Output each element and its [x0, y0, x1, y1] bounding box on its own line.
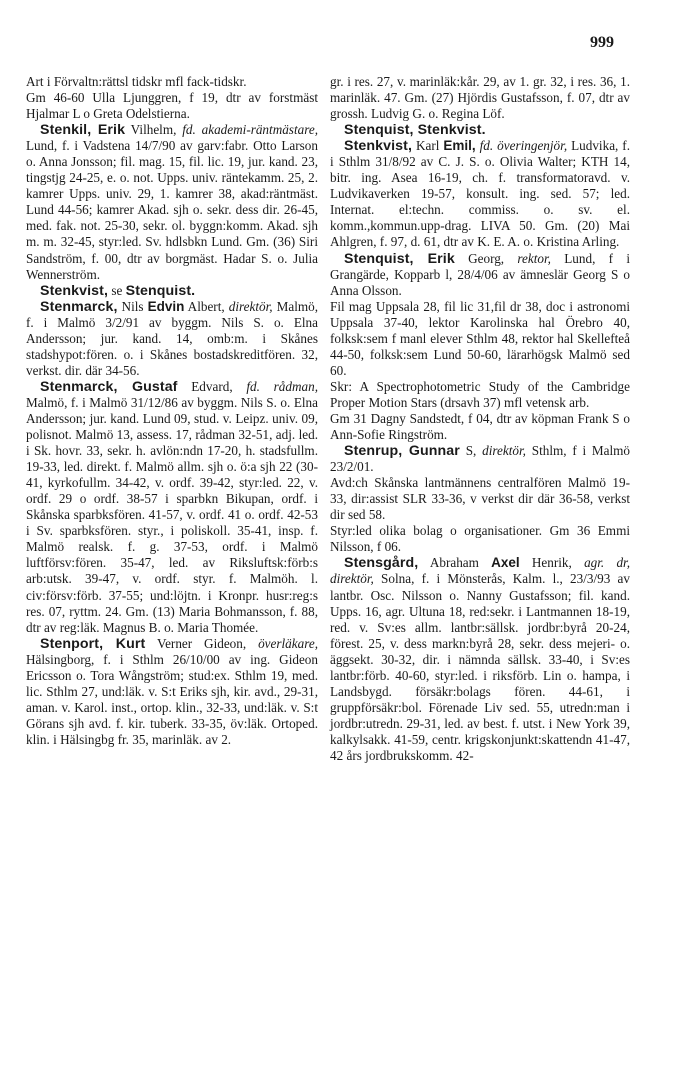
entry-stenmarck-gustaf: [26, 379, 318, 636]
entry-headword: Stenquist, Erik: [344, 250, 455, 267]
entry-given-names: Edvard,: [191, 378, 233, 394]
entry-stenport-kurt: [26, 636, 318, 748]
page-number: 999: [590, 34, 614, 51]
entry-headword: Stenport, Kurt: [40, 635, 146, 652]
entry-occupation: överläkare,: [258, 635, 318, 651]
entry-marriage: Styr:led olika bolag o organisationer. Gm 36 Emmi Nilsson, f 06.: [330, 523, 630, 555]
entry-given-names-after: Albert,: [187, 298, 225, 314]
entry-continuation: Art i Förvaltn:rättsl tidskr mfl fack-tidskr.: [26, 74, 247, 89]
right-column: [330, 74, 630, 764]
entry-occupation: fd. rådman,: [246, 378, 318, 394]
entry-cross-reference: Stenquist.: [125, 282, 196, 299]
entry-stenkvist-emil: [330, 138, 630, 250]
entry-stenkil-erik: [26, 122, 318, 282]
entry-call-name: Axel: [491, 555, 520, 571]
entry-occupation: agr. dr, direktör,: [330, 555, 631, 587]
entry-occupation: direktör,: [228, 298, 273, 314]
entry-body: Sthlm, f i Malmö 23/2/01.: [330, 443, 631, 475]
entry-call-name: Emil,: [443, 138, 476, 154]
entry-call-name: Edvin: [147, 298, 185, 314]
entry-headword: Stenquist, Stenkvist.: [344, 122, 486, 139]
entry-given-names: Abraham: [429, 555, 479, 571]
entry-body: Malmö, f. i Malmö 31/12/86 av byggm. Nils S. o. Elna Andersson; jur. kand. Lund 09, stud. v. Leipz. univ. 09, polisnot. Malmö 13, assess. 17, rådman 32-51, adj. led. i Sk. hovr. 33, sekr. h. avlön:ndn 17-20, h. stadsfullm. 19-33, led. direkt. f. Malmö allm. sjh o. ö:a sjh 22 (30-41, kyrkofullm. 34-42, v. ordf. 39-42, styr:led. 22, v. ordf. 29 o ordf. 38-57 i sparbkn Bikupan, ordf. i Skånska sparbksfören. 41-57, v. ordf. 41 o. ordf. 42-53 i Sv. sparbksfören. styr., i poliskoll. 35-41, insp. f. Malmö realsk. f. g. 37-53, ordf. i Malmö luftförsv:fören. 35-47, led. av Riksluftsk:förb:s arb:utsk. 39-47, v. ordf. styr. f. Malmöh. l. civ:försv:förb. 37-55; und:löjtn. i Kronpr. husr:reg:s res. 07, ryttm. 24. Gm. (13) Maria Bohmansson, f. 88, dtr av reg:läk. Magnus B. o. Maria Thomée.: [26, 394, 318, 635]
entry-continuation: Gm 46-60 Ulla Ljunggren, f 19, dtr av forstmäst Hjalmar L o Greta Odelstierna.: [26, 90, 318, 122]
entry-given-names: Vilhelm,: [130, 122, 177, 138]
entry-occupation: rektor,: [517, 250, 551, 266]
entry-given-names: Verner Gideon,: [157, 635, 247, 651]
entry-body: Lund, f. i Vadstena 14/7/90 av garv:fabr. Otto Larson o. Anna Jonsson; fil. mag. 15, fil. lic. 19, jur. kand. 23, tingstjg 24-25, e. o. not. Upps. univ. räntekamm. 25, 2. kamrer Upps. univ. 29, 1. kamrer 38, akad:räntmäst. Lund 44-56; kamrer Akad. sjh o. sekr. dess dir. 26-45, med. fak. not. 25-30, sekr. ol. byggn:komm. Akad. sjh m. m. 32-45, styr:led. Sv. hdlsbkn Lund. Gm. (36) Siri Sandström, f. 00, dtr av borgmäst. Hadar S. o. Julia Wennerström.: [26, 138, 318, 282]
entry-body: Solna, f. i Mönsterås, Kalm. l., 23/3/93 av lantbr. Osc. Nilsson o. Nanny Gustafsson; fil. kand. Upps. 16, agr. Ultuna 18, red:sekr. i Lantmannen 18-19, red. v. Sv:es allm. lantbr:sällsk. jordbr:byrå 20-24, förest. 25, v. dess markn:byrå 28, sekr. dess mejeri- o. äggsekt. 30-32, dir. i nämnda sällsk. 33-40, i Sv:es lantbr:förb. 40-60, styr:led. i riksförb. Lin o. hampa, i Landsbygd. försäkr:bolags fören. 44-61, i gruppförsäkr:bol. Förenade Liv sed. 55, utredn:man i jordbr:utredn. 29-31, led. av best. f. utst. i New York 39, kalkylsakk. 41-59, centr. krigskonjunkt:skattendn 41-47, 42 års jordbrukskomm. 42-: [330, 571, 630, 763]
entry-occupation: fd. överingenjör,: [479, 138, 568, 154]
entry-stensgard-axel: [330, 555, 630, 764]
entry-given-names: Karl: [416, 138, 440, 154]
entry-stenrup-gunnar: [330, 443, 630, 475]
entry-continuation: gr. i res. 27, v. marinläk:kår. 29, av 1. gr. 32, i res. 36, 1. marinläk. 47. Gm. (27) Hjördis Gustafsson, f. 07, dtr av grossh. Ludvig G. o. Regina Löf.: [330, 74, 630, 122]
entry-career: Avd:ch Skånska lantmännens centralfören Malmö 19-33, dir:assist SLR 33-36, v verkst dir där 36-58, verkst dir sed 58.: [330, 475, 630, 523]
entry-headword: Stenkvist,: [40, 282, 109, 299]
entry-headword: Stenrup, Gunnar: [344, 443, 460, 460]
left-column: [26, 74, 318, 748]
entry-headword: Stenkil, Erik: [40, 122, 126, 139]
entry-headword: Stenkvist,: [344, 138, 413, 155]
entry-body: Malmö, f. i Malmö 3/2/91 av byggm. Nils S. o. Elna Andersson; jur. kand. 14, omb:m. i Skånes stadshypot:fören. o. i Skånes bostadskreditfören. 32, verkst. dir. där 34-56.: [26, 298, 319, 378]
entry-occupation: direktör,: [482, 443, 526, 459]
entry-body: se: [111, 282, 123, 298]
family-heading-stenquist: [330, 122, 630, 138]
entry-marriage: Gm 31 Dagny Sandstedt, f 04, dtr av köpman Frank S o Ann-Sofie Ringström.: [330, 410, 630, 443]
entry-given-names: Georg,: [468, 250, 505, 266]
entry-stenmarck-edvin: [26, 299, 318, 379]
entry-given-names: Nils: [121, 298, 144, 314]
entry-stenquist-erik: [330, 251, 630, 299]
entry-writings: Skr: A Spectrophotometric Study of the Cambridge Proper Motion Stars (drsavh 37) mfl vetensk arb.: [330, 378, 630, 410]
entry-career: Fil mag Uppsala 28, fil lic 31,fil dr 38, doc i astronomi Uppsala 37-40, lektor Karolinska hal Örebro 40, folksk:sem f manl elever Sthlm 48, rektor hal Skellefteå 44-50, folksk:sem Lund 50-60, lärarhögsk Malmö sed 60.: [330, 298, 630, 378]
entry-body: Ludvika, f. i Sthlm 31/8/92 av C. J. S. o. Olivia Walter; KTH 14, bitr. ing. Asea 16-19, ch. f. transformatoravd. v. Ludvikaverken 19-57, konsult. ing. sed. 57; led. Internat. el:techn. commiss. o. sv. el. komm.,kommun.upp-drag. LIVA 50. Gm. (20) Mai Ahlgren, f. 97, d. 61, dtr av K. E. A. o. Kristina Arling.: [330, 138, 630, 250]
entry-occupation: fd. akademi-räntmästare,: [182, 122, 318, 138]
entry-stenkvist-reference: [26, 283, 318, 299]
entry-given-names-after: Henrik,: [531, 555, 572, 571]
entry-body: Lund, f i Grangärde, Kopparb l, 28/4/06 av ämneslär Georg S o Anna Olsson.: [330, 250, 630, 298]
entry-headword: Stensgård,: [344, 555, 419, 572]
entry-given-names: S,: [465, 443, 477, 459]
entry-headword: Stenmarck, Gustaf: [40, 378, 178, 395]
entry-headword: Stenmarck,: [40, 298, 118, 315]
entry-body: Hälsingborg, f. i Sthlm 26/10/00 av ing. Gideon Ericsson o. Tora Wångström; stud:ex. Sthlm 19, med. lic. Sthlm 27, und:läk. v. S:t Eriks sjh, kir. avd., 29-31, aman. v. Karol. inst., ortop. klin., 32-33, und:läk. v. S:t Görans sjh avd. f. kir. tuberk. 33-35, öv:läk. Ortoped. klin. i Hälsingbg fr. 35, marinläk. av 2.: [26, 651, 318, 747]
